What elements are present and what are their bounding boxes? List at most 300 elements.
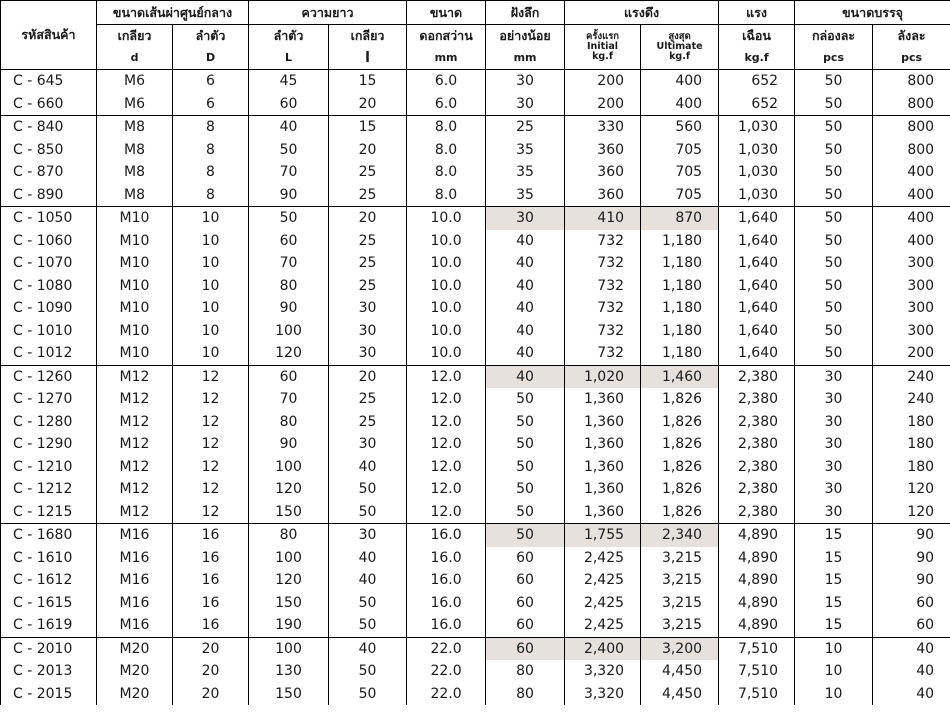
cell-shear: 7,510	[719, 683, 795, 706]
cell-initial-tension: 2,425	[565, 592, 641, 615]
cell-shear: 2,380	[719, 456, 795, 479]
header-body: ลำตัว	[173, 25, 249, 48]
cell-per-carton: 60	[873, 614, 950, 637]
cell-thread-length: 40	[329, 569, 407, 592]
header-mid-diameter: ขนาดเส้นผ่าศูนย์กลาง	[97, 1, 249, 25]
header-ultimate-unit: kg.f	[669, 51, 690, 62]
header-per-carton: ลังละ	[873, 25, 950, 48]
cell-body-length: 190	[249, 614, 329, 637]
cell-thread-length: 30	[329, 524, 407, 547]
cell-initial-tension: 1,020	[565, 365, 641, 388]
table-row	[1, 139, 950, 162]
cell-ultimate-tension: 705	[641, 139, 719, 162]
cell-body-size: 12	[173, 478, 249, 501]
cell-body-size: 12	[173, 501, 249, 524]
table-body	[1, 70, 950, 706]
header-length-thread: เกลียว	[329, 25, 407, 48]
table-row	[1, 207, 950, 230]
cell-body-length: 50	[249, 207, 329, 230]
cell-per-carton: 120	[873, 501, 950, 524]
cell-drill-size: 22.0	[407, 637, 486, 660]
cell-thread-size: M10	[97, 207, 173, 230]
cell-ultimate-tension: 560	[641, 116, 719, 139]
cell-body-length: 100	[249, 547, 329, 570]
cell-product-code: C - 1260	[1, 365, 97, 388]
cell-shear: 1,030	[719, 139, 795, 162]
table-row	[1, 252, 950, 275]
cell-per-carton: 800	[873, 139, 950, 162]
cell-body-size: 12	[173, 388, 249, 411]
header-thread: เกลียว	[97, 25, 173, 48]
cell-per-box: 50	[795, 275, 873, 298]
cell-per-box: 30	[795, 478, 873, 501]
cell-per-box: 30	[795, 411, 873, 434]
cell-shear: 1,640	[719, 252, 795, 275]
cell-shear: 2,380	[719, 501, 795, 524]
cell-body-size: 12	[173, 433, 249, 456]
cell-embed-depth: 50	[486, 478, 565, 501]
cell-per-box: 50	[795, 139, 873, 162]
cell-drill-size: 6.0	[407, 70, 486, 93]
cell-per-carton: 120	[873, 478, 950, 501]
cell-initial-tension: 1,360	[565, 501, 641, 524]
cell-embed-depth: 35	[486, 139, 565, 162]
cell-body-size: 16	[173, 569, 249, 592]
header-embed-depth: ฝังลึก	[486, 1, 565, 25]
cell-thread-size: M12	[97, 478, 173, 501]
cell-embed-depth: 50	[486, 433, 565, 456]
table-row	[1, 275, 950, 298]
cell-embed-depth: 50	[486, 411, 565, 434]
cell-body-size: 10	[173, 275, 249, 298]
cell-thread-size: M8	[97, 116, 173, 139]
cell-per-carton: 40	[873, 637, 950, 660]
header-product-code: รหัสสินค้า	[1, 1, 97, 70]
table-row	[1, 501, 950, 524]
cell-embed-depth: 80	[486, 660, 565, 683]
cell-ultimate-tension: 2,340	[641, 524, 719, 547]
cell-per-carton: 240	[873, 365, 950, 388]
cell-shear: 4,890	[719, 592, 795, 615]
cell-per-carton: 90	[873, 569, 950, 592]
cell-body-size: 10	[173, 342, 249, 365]
cell-embed-depth: 60	[486, 569, 565, 592]
header-length-body: ลำตัว	[249, 25, 329, 48]
cell-embed-depth: 80	[486, 683, 565, 706]
table-row	[1, 524, 950, 547]
cell-product-code: C - 1615	[1, 592, 97, 615]
cell-drill-size: 12.0	[407, 478, 486, 501]
cell-thread-length: 50	[329, 660, 407, 683]
cell-body-size: 10	[173, 320, 249, 343]
cell-per-box: 50	[795, 116, 873, 139]
cell-per-carton: 40	[873, 683, 950, 706]
table-row	[1, 70, 950, 93]
cell-per-box: 10	[795, 683, 873, 706]
cell-drill-size: 8.0	[407, 161, 486, 184]
cell-ultimate-tension: 1,826	[641, 501, 719, 524]
cell-body-size: 8	[173, 184, 249, 207]
cell-initial-tension: 732	[565, 252, 641, 275]
cell-body-length: 70	[249, 161, 329, 184]
cell-per-carton: 800	[873, 93, 950, 116]
cell-shear: 1,030	[719, 161, 795, 184]
cell-product-code: C - 1070	[1, 252, 97, 275]
cell-ultimate-tension: 705	[641, 184, 719, 207]
table-header	[1, 1, 950, 70]
cell-drill-size: 12.0	[407, 456, 486, 479]
cell-body-size: 6	[173, 70, 249, 93]
cell-per-box: 10	[795, 637, 873, 660]
cell-shear: 4,890	[719, 547, 795, 570]
cell-per-box: 50	[795, 252, 873, 275]
cell-per-box: 50	[795, 342, 873, 365]
cell-per-carton: 200	[873, 342, 950, 365]
cell-ultimate-tension: 1,180	[641, 252, 719, 275]
header-drill-size-2: ดอกสว่าน	[407, 25, 486, 48]
cell-drill-size: 8.0	[407, 116, 486, 139]
cell-per-carton: 300	[873, 252, 950, 275]
header-shear-2: เฉือน	[719, 25, 795, 48]
cell-shear: 4,890	[719, 524, 795, 547]
cell-drill-size: 16.0	[407, 524, 486, 547]
cell-ultimate-tension: 3,215	[641, 569, 719, 592]
cell-initial-tension: 732	[565, 230, 641, 253]
cell-embed-depth: 40	[486, 320, 565, 343]
cell-drill-size: 8.0	[407, 184, 486, 207]
header-ultimate-en: Ultimate	[656, 41, 703, 52]
cell-body-length: 150	[249, 501, 329, 524]
cell-ultimate-tension: 1,826	[641, 456, 719, 479]
cell-product-code: C - 870	[1, 161, 97, 184]
cell-per-box: 50	[795, 320, 873, 343]
header-initial-unit: kg.f	[592, 51, 613, 62]
cell-per-carton: 180	[873, 411, 950, 434]
cell-initial-tension: 3,320	[565, 660, 641, 683]
cell-thread-length: 25	[329, 275, 407, 298]
cell-thread-length: 20	[329, 139, 407, 162]
table-row	[1, 592, 950, 615]
cell-ultimate-tension: 705	[641, 161, 719, 184]
cell-initial-tension: 1,360	[565, 411, 641, 434]
header-initial-tension	[565, 25, 641, 70]
cell-per-box: 50	[795, 70, 873, 93]
cell-thread-size: M10	[97, 252, 173, 275]
table-row	[1, 660, 950, 683]
table-row	[1, 478, 950, 501]
header-shear: แรง	[719, 1, 795, 25]
header-drill-unit: mm	[407, 47, 486, 70]
cell-body-length: 40	[249, 116, 329, 139]
header-body-symbol: D	[173, 47, 249, 70]
cell-ultimate-tension: 1,460	[641, 365, 719, 388]
cell-thread-size: M6	[97, 70, 173, 93]
cell-per-box: 15	[795, 592, 873, 615]
cell-product-code: C - 1610	[1, 547, 97, 570]
cell-initial-tension: 1,360	[565, 433, 641, 456]
cell-drill-size: 10.0	[407, 342, 486, 365]
cell-product-code: C - 1212	[1, 478, 97, 501]
cell-shear: 4,890	[719, 614, 795, 637]
cell-drill-size: 6.0	[407, 93, 486, 116]
table-row	[1, 569, 950, 592]
cell-thread-length: 25	[329, 161, 407, 184]
cell-ultimate-tension: 4,450	[641, 660, 719, 683]
cell-body-length: 120	[249, 569, 329, 592]
cell-drill-size: 12.0	[407, 365, 486, 388]
cell-shear: 652	[719, 93, 795, 116]
header-initial-th: ครั้งแรก	[585, 31, 620, 42]
table-row	[1, 388, 950, 411]
cell-ultimate-tension: 1,826	[641, 433, 719, 456]
cell-initial-tension: 732	[565, 297, 641, 320]
cell-initial-tension: 410	[565, 207, 641, 230]
cell-per-carton: 300	[873, 297, 950, 320]
cell-body-length: 70	[249, 388, 329, 411]
cell-thread-length: 25	[329, 230, 407, 253]
cell-thread-length: 40	[329, 637, 407, 660]
cell-shear: 1,640	[719, 342, 795, 365]
cell-body-size: 20	[173, 637, 249, 660]
cell-body-size: 20	[173, 683, 249, 706]
cell-shear: 1,640	[719, 297, 795, 320]
cell-thread-length: 25	[329, 388, 407, 411]
cell-shear: 1,640	[719, 207, 795, 230]
cell-product-code: C - 1090	[1, 297, 97, 320]
table-row	[1, 116, 950, 139]
header-packing: ขนาดบรรจุ	[795, 1, 950, 25]
cell-embed-depth: 50	[486, 388, 565, 411]
cell-shear: 2,380	[719, 365, 795, 388]
cell-initial-tension: 2,425	[565, 614, 641, 637]
cell-body-size: 16	[173, 547, 249, 570]
cell-body-size: 20	[173, 660, 249, 683]
cell-ultimate-tension: 870	[641, 207, 719, 230]
cell-shear: 1,640	[719, 320, 795, 343]
header-ultimate-th: สูงสุด	[668, 31, 691, 42]
cell-thread-length: 30	[329, 297, 407, 320]
cell-per-carton: 400	[873, 184, 950, 207]
cell-initial-tension: 360	[565, 139, 641, 162]
cell-drill-size: 22.0	[407, 683, 486, 706]
cell-shear: 7,510	[719, 660, 795, 683]
cell-drill-size: 16.0	[407, 592, 486, 615]
cell-drill-size: 16.0	[407, 569, 486, 592]
cell-drill-size: 8.0	[407, 139, 486, 162]
table-row	[1, 320, 950, 343]
cell-ultimate-tension: 3,215	[641, 614, 719, 637]
cell-product-code: C - 1060	[1, 230, 97, 253]
cell-body-length: 90	[249, 433, 329, 456]
cell-body-length: 70	[249, 252, 329, 275]
cell-drill-size: 10.0	[407, 230, 486, 253]
cell-per-box: 50	[795, 161, 873, 184]
cell-product-code: C - 1290	[1, 433, 97, 456]
cell-thread-length: 40	[329, 456, 407, 479]
cell-body-length: 50	[249, 139, 329, 162]
header-embed-unit: mm	[486, 47, 565, 70]
cell-body-length: 60	[249, 365, 329, 388]
cell-thread-length: 40	[329, 547, 407, 570]
cell-per-carton: 240	[873, 388, 950, 411]
header-length: ความยาว	[249, 1, 407, 25]
cell-initial-tension: 330	[565, 116, 641, 139]
cell-shear: 1,640	[719, 230, 795, 253]
table-row	[1, 637, 950, 660]
cell-thread-length: 30	[329, 342, 407, 365]
header-ultimate-tension	[641, 25, 719, 70]
cell-thread-size: M16	[97, 569, 173, 592]
cell-body-length: 150	[249, 592, 329, 615]
cell-per-carton: 60	[873, 592, 950, 615]
cell-thread-size: M6	[97, 93, 173, 116]
cell-thread-size: M12	[97, 433, 173, 456]
cell-ultimate-tension: 1,826	[641, 411, 719, 434]
cell-body-size: 12	[173, 365, 249, 388]
cell-thread-size: M8	[97, 184, 173, 207]
table-row	[1, 411, 950, 434]
cell-drill-size: 10.0	[407, 252, 486, 275]
cell-per-box: 30	[795, 456, 873, 479]
cell-product-code: C - 660	[1, 93, 97, 116]
cell-thread-length: 50	[329, 478, 407, 501]
cell-thread-length: 50	[329, 501, 407, 524]
cell-per-box: 30	[795, 388, 873, 411]
cell-initial-tension: 732	[565, 342, 641, 365]
cell-body-size: 16	[173, 614, 249, 637]
cell-product-code: C - 1080	[1, 275, 97, 298]
cell-per-carton: 300	[873, 275, 950, 298]
header-drill-size: ขนาด	[407, 1, 486, 25]
cell-shear: 1,030	[719, 184, 795, 207]
header-thread-symbol: d	[97, 47, 173, 70]
cell-ultimate-tension: 1,180	[641, 297, 719, 320]
cell-ultimate-tension: 1,180	[641, 320, 719, 343]
cell-per-carton: 800	[873, 116, 950, 139]
cell-per-box: 50	[795, 297, 873, 320]
cell-body-size: 10	[173, 252, 249, 275]
cell-body-length: 80	[249, 524, 329, 547]
cell-body-length: 90	[249, 297, 329, 320]
header-shear-unit: kg.f	[719, 47, 795, 70]
cell-thread-length: 25	[329, 184, 407, 207]
cell-thread-length: 15	[329, 116, 407, 139]
cell-drill-size: 16.0	[407, 614, 486, 637]
cell-initial-tension: 2,425	[565, 569, 641, 592]
cell-product-code: C - 840	[1, 116, 97, 139]
cell-thread-length: 20	[329, 207, 407, 230]
cell-ultimate-tension: 4,450	[641, 683, 719, 706]
cell-thread-size: M10	[97, 342, 173, 365]
cell-body-length: 100	[249, 456, 329, 479]
cell-body-size: 8	[173, 161, 249, 184]
cell-product-code: C - 1210	[1, 456, 97, 479]
cell-thread-size: M10	[97, 275, 173, 298]
cell-initial-tension: 3,320	[565, 683, 641, 706]
table-row	[1, 93, 950, 116]
cell-per-box: 30	[795, 433, 873, 456]
cell-ultimate-tension: 400	[641, 70, 719, 93]
cell-drill-size: 10.0	[407, 207, 486, 230]
header-length-thread-symbol: l	[329, 47, 407, 70]
cell-initial-tension: 732	[565, 320, 641, 343]
cell-body-length: 100	[249, 637, 329, 660]
cell-drill-size: 22.0	[407, 660, 486, 683]
cell-product-code: C - 850	[1, 139, 97, 162]
header-per-box-unit: pcs	[795, 47, 873, 70]
cell-thread-length: 20	[329, 93, 407, 116]
cell-shear: 7,510	[719, 637, 795, 660]
cell-embed-depth: 50	[486, 524, 565, 547]
cell-embed-depth: 60	[486, 614, 565, 637]
cell-embed-depth: 40	[486, 275, 565, 298]
cell-embed-depth: 25	[486, 116, 565, 139]
cell-thread-size: M16	[97, 614, 173, 637]
cell-thread-size: M20	[97, 683, 173, 706]
cell-thread-size: M20	[97, 660, 173, 683]
table-row	[1, 614, 950, 637]
cell-body-length: 80	[249, 411, 329, 434]
cell-shear: 2,380	[719, 411, 795, 434]
header-per-box: กล่องละ	[795, 25, 873, 48]
cell-thread-size: M8	[97, 139, 173, 162]
cell-drill-size: 10.0	[407, 297, 486, 320]
cell-thread-length: 30	[329, 320, 407, 343]
cell-thread-size: M10	[97, 320, 173, 343]
cell-thread-size: M16	[97, 547, 173, 570]
cell-per-carton: 400	[873, 161, 950, 184]
cell-product-code: C - 1680	[1, 524, 97, 547]
cell-embed-depth: 35	[486, 184, 565, 207]
cell-embed-depth: 60	[486, 592, 565, 615]
table-row	[1, 456, 950, 479]
cell-body-size: 16	[173, 592, 249, 615]
header-tension: แรงดึง	[565, 1, 719, 25]
cell-drill-size: 12.0	[407, 411, 486, 434]
cell-ultimate-tension: 400	[641, 93, 719, 116]
cell-body-size: 12	[173, 456, 249, 479]
cell-embed-depth: 60	[486, 547, 565, 570]
cell-embed-depth: 50	[486, 456, 565, 479]
cell-per-box: 50	[795, 93, 873, 116]
cell-product-code: C - 2013	[1, 660, 97, 683]
cell-thread-size: M16	[97, 592, 173, 615]
cell-drill-size: 12.0	[407, 501, 486, 524]
cell-thread-size: M12	[97, 501, 173, 524]
table-row	[1, 230, 950, 253]
cell-thread-length: 50	[329, 614, 407, 637]
cell-ultimate-tension: 1,180	[641, 230, 719, 253]
cell-thread-length: 15	[329, 70, 407, 93]
header-length-body-symbol: L	[249, 47, 329, 70]
cell-per-carton: 180	[873, 456, 950, 479]
cell-initial-tension: 360	[565, 184, 641, 207]
cell-embed-depth: 40	[486, 230, 565, 253]
cell-per-box: 50	[795, 184, 873, 207]
cell-body-size: 12	[173, 411, 249, 434]
table-row	[1, 365, 950, 388]
cell-shear: 652	[719, 70, 795, 93]
cell-initial-tension: 2,425	[565, 547, 641, 570]
cell-drill-size: 10.0	[407, 320, 486, 343]
cell-shear: 1,640	[719, 275, 795, 298]
cell-thread-length: 30	[329, 433, 407, 456]
cell-embed-depth: 50	[486, 501, 565, 524]
cell-embed-depth: 40	[486, 252, 565, 275]
cell-drill-size: 12.0	[407, 388, 486, 411]
cell-initial-tension: 1,360	[565, 456, 641, 479]
table-row	[1, 683, 950, 706]
